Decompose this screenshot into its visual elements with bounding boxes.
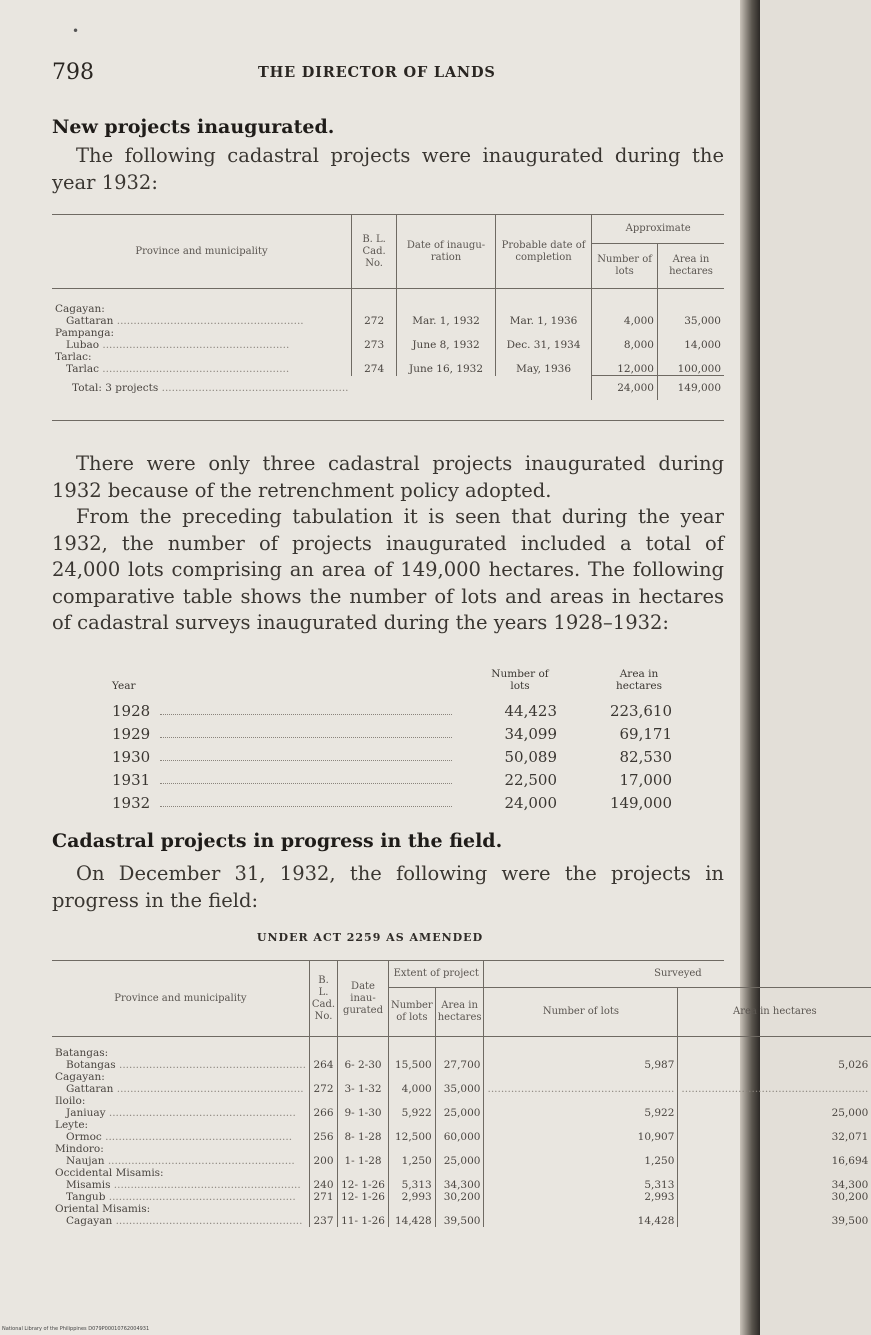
surveyed-area: 30,200 bbox=[678, 1191, 871, 1203]
empty-cell bbox=[388, 1167, 435, 1179]
surveyed-area: 32,071 bbox=[678, 1131, 871, 1143]
paragraph-tabulation-text: From the preceding tabulation it is seen that during the year 1932, the number of projects inaugurated included a total of 24,000 lots comprising an area of 149,000 hectares. The following comparative table shows the number of lots and areas in hectares of cadastral surveys inaugurated during the years 1928–1932: bbox=[52, 505, 724, 634]
province-name: Oriental Misamis: bbox=[55, 1203, 151, 1215]
inauguration-date: 6- 2-30 bbox=[338, 1059, 389, 1071]
cad-number: 266 bbox=[309, 1107, 337, 1119]
empty-cell bbox=[309, 1071, 337, 1083]
empty-cell bbox=[678, 1095, 871, 1107]
extent-lots: 4,000 bbox=[388, 1083, 435, 1095]
empty-cell bbox=[352, 327, 397, 339]
extent-lots: 5,922 bbox=[388, 1107, 435, 1119]
municipality-name: Cagayan ..... bbox=[52, 1215, 309, 1227]
cad-number: 272 bbox=[309, 1083, 337, 1095]
empty-cell bbox=[495, 327, 591, 339]
municipality-name: Gattaran ..... bbox=[52, 1083, 309, 1095]
empty-cell bbox=[484, 1143, 678, 1155]
cad-number: 264 bbox=[309, 1059, 337, 1071]
extent-lots: 1,250 bbox=[388, 1155, 435, 1167]
surveyed-area: 16,694 bbox=[678, 1155, 871, 1167]
inauguration-date: June 16, 1932 bbox=[397, 363, 496, 376]
extent-lots: 14,428 bbox=[388, 1215, 435, 1227]
table-row bbox=[52, 339, 724, 351]
empty-cell bbox=[309, 1095, 337, 1107]
area-value: 69,171 bbox=[619, 725, 672, 743]
empty-cell bbox=[657, 289, 724, 316]
area-hectares: 35,000 bbox=[657, 315, 724, 327]
extent-lots: 12,500 bbox=[388, 1131, 435, 1143]
table-row bbox=[52, 1179, 871, 1191]
empty-cell bbox=[484, 1095, 678, 1107]
extent-lots: 2,993 bbox=[388, 1191, 435, 1203]
surveyed-area: 39,500 bbox=[678, 1215, 871, 1227]
lots-count: 12,000 bbox=[592, 363, 658, 376]
paragraph-tabulation bbox=[52, 504, 724, 637]
intro-text-2: On December 31, 1932, the following were the projects in progress in the field: bbox=[52, 862, 724, 912]
surveyed-lots bbox=[484, 1083, 678, 1095]
empty-cell bbox=[435, 1203, 484, 1215]
empty-cell bbox=[678, 1143, 871, 1155]
comparative-row bbox=[112, 794, 672, 814]
inauguration-date: 12- 1-26 bbox=[338, 1179, 389, 1191]
page-mark: • bbox=[72, 24, 80, 38]
footer-attribution: National Library of the Philippines D079P00010762004931 bbox=[2, 1326, 150, 1332]
table-row bbox=[52, 1059, 871, 1071]
extent-area: 25,000 bbox=[435, 1155, 484, 1167]
act-subheading: UNDER ACT 2259 AS AMENDED bbox=[256, 931, 484, 944]
intro-text-1: The following cadastral projects were inaugurated during the year 1932: bbox=[52, 144, 724, 194]
surveyed-area bbox=[678, 1083, 871, 1095]
empty-cell bbox=[484, 1203, 678, 1215]
empty-cell bbox=[592, 351, 658, 363]
empty-cell bbox=[678, 1203, 871, 1215]
empty-cell bbox=[309, 1037, 337, 1060]
empty-cell bbox=[397, 289, 496, 316]
inauguration-date: 3- 1-32 bbox=[338, 1083, 389, 1095]
surveyed-area: 25,000 bbox=[678, 1107, 871, 1119]
empty-cell bbox=[338, 1203, 389, 1215]
th2-extent: Extent of project bbox=[388, 961, 484, 988]
section-heading-new-projects: New projects inaugurated. bbox=[52, 116, 335, 138]
comparative-row bbox=[112, 702, 672, 722]
th-number-of-lots: Number of lots bbox=[592, 244, 658, 289]
th2-surveyed: Surveyed bbox=[484, 961, 871, 988]
year-value: 1932 bbox=[112, 794, 151, 812]
inauguration-date: 11- 1-26 bbox=[338, 1215, 389, 1227]
lots-value: 24,000 bbox=[504, 794, 557, 812]
empty-cell bbox=[484, 1071, 678, 1083]
area-value: 82,530 bbox=[619, 748, 672, 766]
total-label: Total: 3 projects ..... bbox=[52, 376, 352, 400]
empty-cell bbox=[388, 1203, 435, 1215]
empty-cell bbox=[338, 1167, 389, 1179]
comparative-row bbox=[112, 748, 672, 768]
cad-number: 200 bbox=[309, 1155, 337, 1167]
extent-lots: 15,500 bbox=[388, 1059, 435, 1071]
cad-number: 256 bbox=[309, 1131, 337, 1143]
intro-paragraph-2 bbox=[52, 861, 724, 914]
table1-bottom-rule bbox=[52, 420, 724, 421]
section-heading-in-progress: Cadastral projects in progress in the field. bbox=[52, 830, 503, 852]
surveyed-area: 5,026 bbox=[678, 1059, 871, 1071]
province-name: Tarlac: bbox=[55, 351, 92, 363]
total-area: 149,000 bbox=[657, 376, 724, 400]
empty-cell bbox=[435, 1143, 484, 1155]
empty-cell bbox=[657, 351, 724, 363]
empty-cell bbox=[388, 1143, 435, 1155]
empty-cell bbox=[657, 327, 724, 339]
page-number: 798 bbox=[52, 60, 94, 85]
province-name: Pampanga: bbox=[55, 327, 115, 339]
table-row bbox=[52, 1131, 871, 1143]
dot-leader bbox=[160, 737, 452, 738]
area-value: 149,000 bbox=[609, 794, 672, 812]
surveyed-lots: 5,313 bbox=[484, 1179, 678, 1191]
dot-leader bbox=[160, 783, 452, 784]
province-name: Mindoro: bbox=[55, 1143, 104, 1155]
empty-cell bbox=[435, 1095, 484, 1107]
paragraph-retrenchment bbox=[52, 451, 724, 504]
table-row-province bbox=[52, 289, 724, 316]
col-area: Area in hectares bbox=[616, 668, 662, 692]
empty-cell bbox=[435, 1167, 484, 1179]
col-lots: Number of lots bbox=[491, 668, 549, 692]
inauguration-date: 9- 1-30 bbox=[338, 1107, 389, 1119]
empty-cell bbox=[397, 351, 496, 363]
th2-cad-no: B. L. Cad. No. bbox=[309, 961, 337, 1037]
empty-cell bbox=[484, 1037, 678, 1060]
paragraph-retrenchment-text: There were only three cadastral projects inaugurated during 1932 because of the retrenchment policy adopted. bbox=[52, 452, 724, 502]
table-row-province bbox=[52, 1167, 871, 1179]
inauguration-date: 12- 1-26 bbox=[338, 1191, 389, 1203]
table-row-province bbox=[52, 1037, 871, 1060]
surveyed-area: 34,300 bbox=[678, 1179, 871, 1191]
surveyed-lots: 10,907 bbox=[484, 1131, 678, 1143]
empty-cell bbox=[678, 1167, 871, 1179]
empty-cell bbox=[309, 1119, 337, 1131]
empty-cell bbox=[338, 1037, 389, 1060]
lots-value: 22,500 bbox=[504, 771, 557, 789]
empty-cell bbox=[678, 1037, 871, 1060]
empty-cell bbox=[352, 351, 397, 363]
area-hectares: 14,000 bbox=[657, 339, 724, 351]
running-title: THE DIRECTOR OF LANDS bbox=[258, 64, 496, 81]
province-name: Batangas: bbox=[55, 1047, 109, 1059]
empty-cell bbox=[435, 1119, 484, 1131]
table-row bbox=[52, 1215, 871, 1227]
comparative-table bbox=[112, 666, 672, 816]
th2-surveyed-lots: Number of lots bbox=[484, 988, 678, 1037]
cad-number: 240 bbox=[309, 1179, 337, 1191]
table-row bbox=[52, 1191, 871, 1203]
th2-extent-area: Area in hectares bbox=[435, 988, 484, 1037]
extent-area: 25,000 bbox=[435, 1107, 484, 1119]
th-probable-completion: Probable date of completion bbox=[495, 215, 591, 289]
lots-count: 4,000 bbox=[592, 315, 658, 327]
table-row bbox=[52, 1083, 871, 1095]
table-row-province bbox=[52, 1203, 871, 1215]
extent-area: 30,200 bbox=[435, 1191, 484, 1203]
inauguration-date: 8- 1-28 bbox=[338, 1131, 389, 1143]
extent-area: 39,500 bbox=[435, 1215, 484, 1227]
year-value: 1928 bbox=[112, 702, 151, 720]
extent-area: 27,700 bbox=[435, 1059, 484, 1071]
empty-cell bbox=[495, 351, 591, 363]
municipality-name: Gattaran ..... bbox=[52, 315, 352, 327]
empty-cell bbox=[495, 289, 591, 316]
empty-cell bbox=[338, 1071, 389, 1083]
new-projects-table bbox=[52, 215, 724, 400]
extent-area: 60,000 bbox=[435, 1131, 484, 1143]
col-year: Year bbox=[112, 680, 136, 692]
municipality-name: Tarlac ..... bbox=[52, 363, 352, 376]
empty-cell bbox=[435, 1037, 484, 1060]
dot-leader bbox=[160, 806, 452, 807]
dot-leader bbox=[160, 760, 452, 761]
area-value: 17,000 bbox=[619, 771, 672, 789]
province-name: Cagayan: bbox=[55, 303, 105, 315]
cad-number: 273 bbox=[352, 339, 397, 351]
empty-cell bbox=[592, 289, 658, 316]
province-name: Iloilo: bbox=[55, 1095, 86, 1107]
th-approximate: Approximate bbox=[592, 215, 724, 244]
table-row-province bbox=[52, 1119, 871, 1131]
province-name: Occidental Misamis: bbox=[55, 1167, 164, 1179]
inauguration-date: 1- 1-28 bbox=[338, 1155, 389, 1167]
table-row-province bbox=[52, 351, 724, 363]
extent-area: 35,000 bbox=[435, 1083, 484, 1095]
inauguration-date: June 8, 1932 bbox=[397, 339, 496, 351]
in-progress-table bbox=[52, 961, 871, 1227]
extent-lots: 5,313 bbox=[388, 1179, 435, 1191]
extent-area: 34,300 bbox=[435, 1179, 484, 1191]
municipality-name: Misamis ..... bbox=[52, 1179, 309, 1191]
municipality-name: Tangub ..... bbox=[52, 1191, 309, 1203]
completion-date: Mar. 1, 1936 bbox=[495, 315, 591, 327]
province-name: Cagayan: bbox=[55, 1071, 105, 1083]
lots-value: 34,099 bbox=[504, 725, 557, 743]
area-hectares: 100,000 bbox=[657, 363, 724, 376]
surveyed-lots: 2,993 bbox=[484, 1191, 678, 1203]
cad-number: 271 bbox=[309, 1191, 337, 1203]
empty-cell bbox=[309, 1203, 337, 1215]
empty-cell bbox=[592, 327, 658, 339]
cad-number: 272 bbox=[352, 315, 397, 327]
th-date-inauguration: Date of inaugu-ration bbox=[397, 215, 496, 289]
municipality-name: Lubao ..... bbox=[52, 339, 352, 351]
surveyed-lots: 1,250 bbox=[484, 1155, 678, 1167]
table-row bbox=[52, 1107, 871, 1119]
cad-number: 274 bbox=[352, 363, 397, 376]
empty-cell bbox=[678, 1071, 871, 1083]
empty-cell bbox=[338, 1095, 389, 1107]
year-value: 1929 bbox=[112, 725, 151, 743]
municipality-name: Janiuay ..... bbox=[52, 1107, 309, 1119]
th2-extent-lots: Number of lots bbox=[388, 988, 435, 1037]
table-row bbox=[52, 1155, 871, 1167]
intro-paragraph-1 bbox=[52, 143, 724, 196]
year-value: 1931 bbox=[112, 771, 151, 789]
empty-cell bbox=[484, 1119, 678, 1131]
empty-cell bbox=[484, 1167, 678, 1179]
empty-cell bbox=[397, 327, 496, 339]
empty-cell bbox=[388, 1037, 435, 1060]
empty-cell bbox=[388, 1095, 435, 1107]
empty-cell bbox=[388, 1119, 435, 1131]
table-row-province bbox=[52, 327, 724, 339]
completion-date: Dec. 31, 1934 bbox=[495, 339, 591, 351]
th-area-hectares: Area in hectares bbox=[657, 244, 724, 289]
empty-cell bbox=[338, 1119, 389, 1131]
th2-province: Province and municipality bbox=[52, 961, 309, 1037]
th2-date-inaugurated: Date inau-gurated bbox=[338, 961, 389, 1037]
table-row-province bbox=[52, 1095, 871, 1107]
surveyed-lots: 14,428 bbox=[484, 1215, 678, 1227]
comparative-row bbox=[112, 771, 672, 791]
year-value: 1930 bbox=[112, 748, 151, 766]
lots-value: 44,423 bbox=[504, 702, 557, 720]
table-row bbox=[52, 315, 724, 327]
municipality-name: Ormoc ..... bbox=[52, 1131, 309, 1143]
surveyed-lots: 5,922 bbox=[484, 1107, 678, 1119]
table-row-province bbox=[52, 1143, 871, 1155]
inauguration-date: Mar. 1, 1932 bbox=[397, 315, 496, 327]
municipality-name: Botangas ..... bbox=[52, 1059, 309, 1071]
empty-cell bbox=[309, 1167, 337, 1179]
dot-leader bbox=[160, 714, 452, 715]
empty-cell bbox=[678, 1119, 871, 1131]
comparative-row bbox=[112, 725, 672, 745]
table-row-province bbox=[52, 1071, 871, 1083]
municipality-name: Naujan ..... bbox=[52, 1155, 309, 1167]
surveyed-lots: 5,987 bbox=[484, 1059, 678, 1071]
empty-cell bbox=[338, 1143, 389, 1155]
lots-count: 8,000 bbox=[592, 339, 658, 351]
th-province: Province and municipality bbox=[52, 215, 352, 289]
province-name: Leyte: bbox=[55, 1119, 89, 1131]
cad-number: 237 bbox=[309, 1215, 337, 1227]
empty-cell bbox=[435, 1071, 484, 1083]
lots-value: 50,089 bbox=[504, 748, 557, 766]
th2-surveyed-area: Area in hectares bbox=[678, 988, 871, 1037]
empty-cell bbox=[388, 1071, 435, 1083]
th-cad-no: B. L. Cad. No. bbox=[352, 215, 397, 289]
completion-date: May, 1936 bbox=[495, 363, 591, 376]
area-value: 223,610 bbox=[609, 702, 672, 720]
empty-cell bbox=[352, 289, 397, 316]
table-row bbox=[52, 363, 724, 376]
total-lots: 24,000 bbox=[592, 376, 658, 400]
empty-cell bbox=[309, 1143, 337, 1155]
